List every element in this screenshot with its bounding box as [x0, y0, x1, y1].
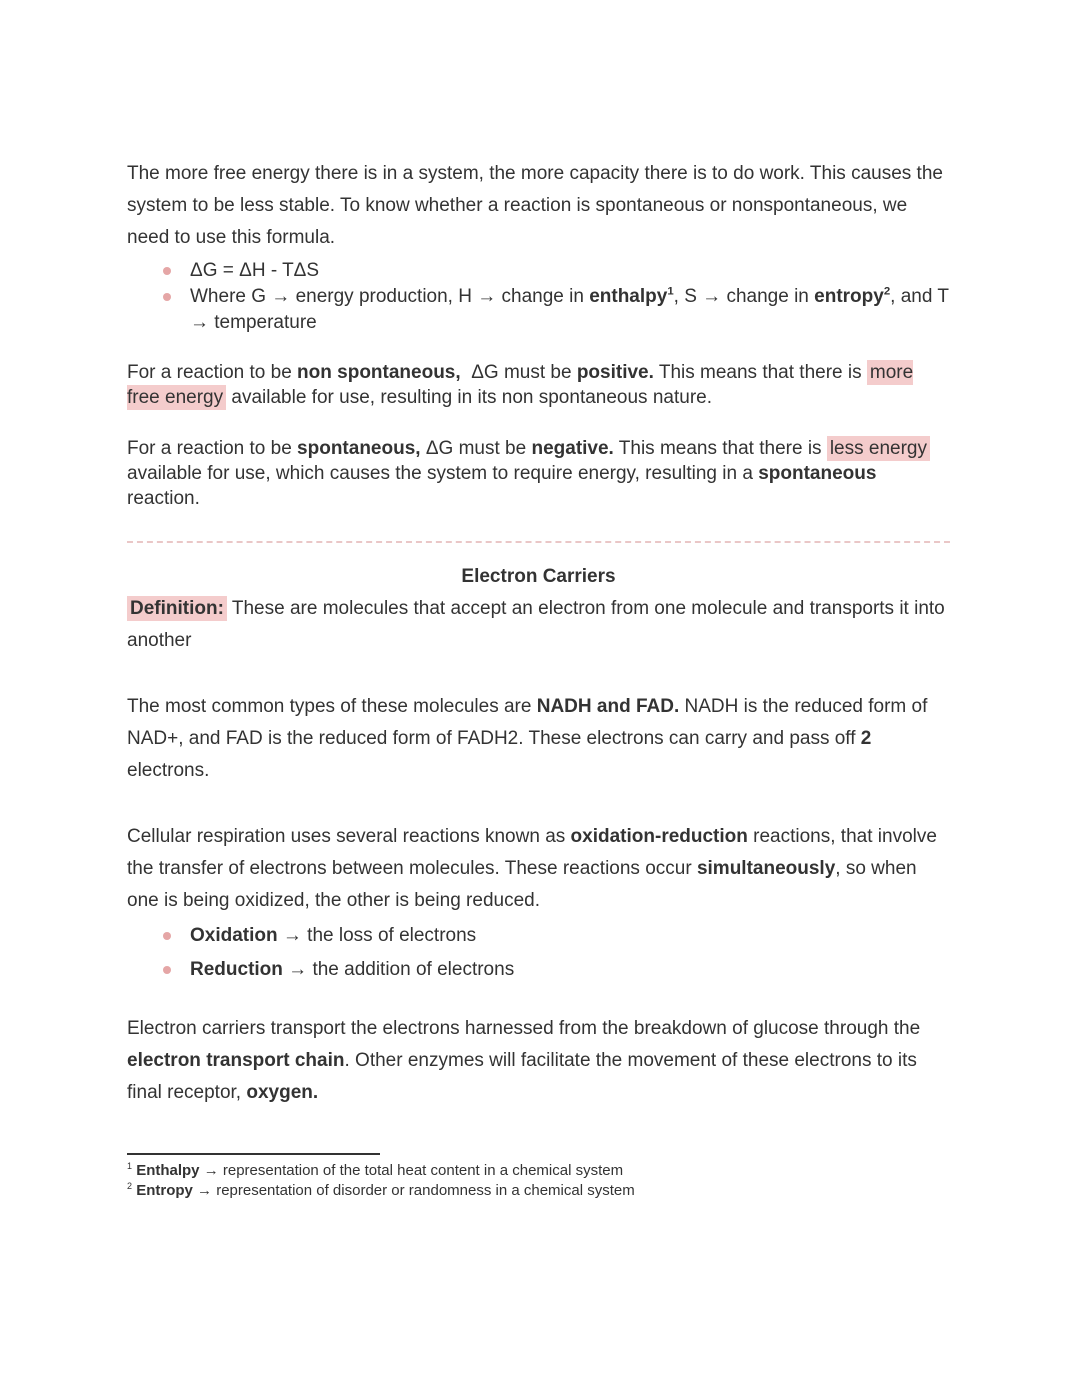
text-run: Reduction [190, 959, 283, 980]
text-run: Enthalpy [136, 1162, 200, 1179]
text-run: NADH and FAD. [536, 696, 680, 717]
text-run: oxygen. [246, 1082, 319, 1103]
paragraph-spontaneous [127, 436, 950, 511]
text-run: reaction. [127, 488, 200, 509]
oxidation-list-item [127, 923, 950, 949]
text-run: oxidation-reduction [570, 826, 748, 847]
text-run: → the addition of electrons [282, 959, 515, 980]
text-run: 1 [667, 285, 674, 298]
formula-bullet-list [127, 258, 950, 336]
text-run: , so when one is being oxidized, the other is being reduced. [127, 858, 917, 911]
formula-variables-list-item [127, 284, 950, 336]
text-run: electron transport chain [127, 1050, 345, 1071]
text-run: Definition: [127, 596, 227, 621]
text-run: reactions, that involve the transfer of electrons between molecules. These reactions occur [127, 826, 937, 879]
text-run: 1 [127, 1161, 133, 1171]
text-run: The more free energy there is in a system, the more capacity there is to do work. This causes the system to be less stable. To know whether a reaction is spontaneous or nonspontaneous, we need to use this formula. [127, 163, 943, 248]
text-run: ΔG must be [420, 438, 532, 459]
section-heading: Electron Carriers [461, 566, 616, 587]
text-run: positive. [576, 362, 654, 383]
text-run: 2 [860, 728, 872, 749]
text-run: entropy [814, 286, 884, 307]
text-run: more free energy [127, 362, 914, 408]
text-run: NADH is the reduced form of NAD+, and FAD is the reduced form of FADH2. These electrons can carry and pass off [127, 696, 928, 749]
text-run: This means that there is [653, 362, 867, 383]
text-run: ΔG = ΔH - TΔS [190, 260, 320, 281]
text-run: available for use, which causes the system to require energy, resulting in a [127, 463, 759, 484]
section-divider [127, 541, 950, 543]
reduction-list-item [127, 957, 950, 983]
footnotes [127, 1161, 950, 1201]
text-run: Cellular respiration uses several reactions known as [127, 826, 571, 847]
text-run: simultaneously [696, 858, 836, 879]
text-run: For a reaction to be [127, 362, 298, 383]
footnote-enthalpy [127, 1161, 950, 1181]
text-run: This means that there is [613, 438, 827, 459]
text-run: . Other enzymes will facilitate the movement of these electrons to its final receptor, [127, 1050, 917, 1103]
text-run: Oxidation [190, 925, 278, 946]
paragraph-carrier-types [127, 691, 950, 787]
formula-list-item [127, 258, 950, 284]
text-run: electrons. [127, 760, 210, 781]
text-run: → the loss of electrons [277, 925, 477, 946]
text-run: Where G → energy production, H → change in [190, 286, 590, 307]
paragraph-non-spontaneous [127, 360, 950, 410]
text-run: 2 [127, 1181, 133, 1191]
text-run: , and T → temperature [190, 286, 949, 333]
text-run: These are molecules that accept an electron from one molecule and transports it into another [127, 598, 945, 651]
text-run: enthalpy [589, 286, 668, 307]
text-run: non spontaneous, [297, 362, 461, 383]
paragraph-definition [127, 593, 950, 657]
text-run: spontaneous [758, 463, 877, 484]
text-run: For a reaction to be [127, 438, 298, 459]
text-run: available for use, resulting in its non spontaneous nature. [226, 387, 712, 408]
text-run: The most common types of these molecules are [127, 696, 537, 717]
footnote-separator [127, 1153, 380, 1155]
text-run: Entropy [136, 1182, 193, 1199]
paragraph-intro [127, 158, 950, 254]
text-run: 2 [883, 285, 891, 298]
paragraph-transport [127, 1013, 950, 1109]
text-run: spontaneous, [297, 438, 421, 459]
paragraph-redox [127, 821, 950, 917]
footnote-entropy [127, 1181, 950, 1201]
text-run: negative. [531, 438, 614, 459]
text-run: less energy [827, 436, 930, 461]
text-run: → representation of the total heat content in a chemical system [199, 1162, 624, 1179]
text-run: ΔG must be [460, 362, 577, 383]
text-run: Electron carriers transport the electrons harnessed from the breakdown of glucose through the [127, 1018, 921, 1039]
redox-bullet-list [127, 923, 950, 983]
text-run: , S → change in [673, 286, 815, 307]
text-run: → representation of disorder or randomness in a chemical system [192, 1182, 635, 1199]
